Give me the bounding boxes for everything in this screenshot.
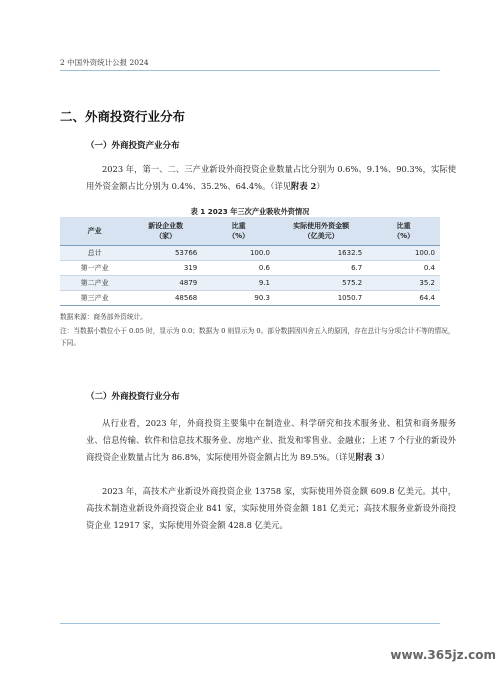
table-cell: 第二产业	[60, 276, 129, 291]
table-cell: 35.2	[367, 276, 440, 291]
table-cell: 100.0	[367, 246, 440, 261]
column-header: 产业	[60, 217, 129, 246]
table-cell: 总计	[60, 246, 129, 261]
footer-rule	[60, 623, 440, 624]
table-caption: 表 1 2023 年三次产业吸收外资情况	[190, 207, 310, 216]
table-cell: 1632.5	[275, 246, 367, 261]
running-head: 2 中国外资统计公报 2024	[60, 58, 149, 67]
watermark: www.365jz.com	[390, 648, 496, 662]
table-cell: 48568	[129, 291, 202, 306]
table-cell: 90.3	[202, 291, 275, 306]
table-cell: 4879	[129, 276, 202, 291]
column-header: 比重 （%）	[202, 217, 275, 246]
table-cell: 100.0	[202, 246, 275, 261]
appendix-reference: 附表 2	[291, 181, 317, 191]
table-row	[60, 246, 440, 261]
paragraph-text: 2023 年，第一、二、三产业新设外商投资企业数量占比分别为 0.6%、9.1%、90.3%，实际使用外资金额占比分别为 0.4%、35.2%、64.4%。（详见	[86, 164, 456, 191]
table-row	[60, 261, 440, 276]
column-header: 新设企业数 （家）	[129, 217, 202, 246]
table-cell: 9.1	[202, 276, 275, 291]
paragraph-industry-share	[86, 161, 456, 195]
table-source-note: 数据来源：商务部外资统计。	[60, 313, 147, 321]
table-cell: 64.4	[367, 291, 440, 306]
table-cell: 53766	[129, 246, 202, 261]
subsection-title-2: （二）外商投资行业分布	[86, 392, 180, 402]
header-rule	[60, 70, 440, 71]
table-row	[60, 276, 440, 291]
table-footnote: 注：当数据小数位小于 0.05 时，显示为 0.0；数据为 0 则显示为 0。部分数据因四舍五入的原因，存在总计与分项合计不等的情况，下同。	[60, 327, 455, 347]
section-title: 二、外商投资行业分布	[60, 109, 186, 124]
paragraph-high-tech: 2023 年，高技术产业新设外商投资企业 13758 家，实际使用外资金额 609.8 亿美元。其中，高技术制造业新设外商投资企业 841 家，实际使用外资金额 181 亿美元；高技术服务业新设外商投资企业 12917 家，实际使用外资金额 428.8 亿美元。	[86, 486, 456, 530]
appendix-reference: 附表 3	[355, 452, 381, 462]
subsection-title-1: （一）外商投资产业分布	[86, 141, 180, 151]
table-row	[60, 291, 440, 306]
paragraph-text: 从行业看，2023 年，外商投资主要集中在制造业、科学研究和技术服务业、租赁和商务服务业、信息传输、软件和信息技术服务业、房地产业、批发和零售业、金融业；上述 7 个行业的新设外商投资企业数量占比为 86.8%，实际使用外资金额占比为 89.5%。（详见	[86, 418, 456, 462]
paragraph-sector-distribution	[86, 415, 456, 466]
column-header: 比重 （%）	[367, 217, 440, 246]
table-cell: 575.2	[275, 276, 367, 291]
industry-table	[60, 217, 440, 306]
table-cell: 319	[129, 261, 202, 276]
table-cell: 6.7	[275, 261, 367, 276]
paragraph-close: ）	[316, 181, 325, 191]
column-header: 实际使用外资金额 （亿美元）	[275, 217, 367, 246]
table-cell: 第三产业	[60, 291, 129, 306]
table-cell: 0.6	[202, 261, 275, 276]
table-cell: 0.4	[367, 261, 440, 276]
table-cell: 第一产业	[60, 261, 129, 276]
table-header-row	[60, 217, 440, 246]
table-cell: 1050.7	[275, 291, 367, 306]
paragraph-close: ）	[380, 452, 390, 462]
